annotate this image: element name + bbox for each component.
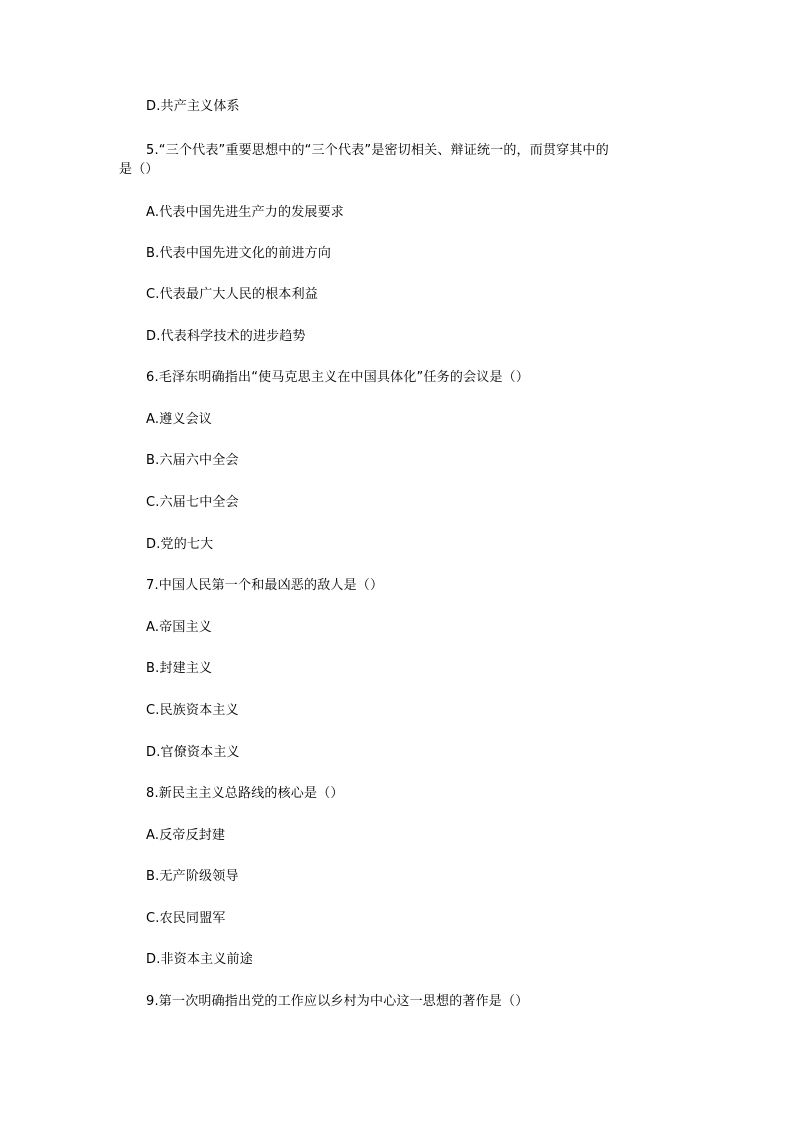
option-5a: A.代表中国先进生产力的发展要求 [146,205,344,220]
question-5-line-2: 是（） [119,162,159,177]
option-6a: A.遵义会议 [146,412,212,427]
option-7c: C.民族资本主义 [146,703,239,718]
option-6b: B.六届六中全会 [146,453,239,468]
option-7d: D.官僚资本主义 [146,745,240,760]
question-8: 8.新民主主义总路线的核心是（） [146,786,344,801]
option-8c: C.农民同盟军 [146,911,226,926]
question-5-line-1: 5.“三个代表”重要思想中的“三个代表”是密切相关、辩证统一的，而贯穿其中的 [146,143,609,158]
option-5b: B.代表中国先进文化的前进方向 [146,246,332,261]
question-7: 7.中国人民第一个和最凶恶的敌人是（） [146,578,384,593]
option-7b: B.封建主义 [146,661,213,676]
option-8b: B.无产阶级领导 [146,869,239,884]
option-4d: D.共产主义体系 [146,99,240,114]
option-6c: C.六届七中全会 [146,495,239,510]
option-8a: A.反帝反封建 [146,828,226,843]
option-7a: A.帝国主义 [146,620,212,635]
option-5d: D.代表科学技术的进步趋势 [146,329,306,344]
question-6: 6.毛泽东明确指出“使马克思主义在中国具体化”任务的会议是（） [146,370,530,385]
option-5c: C.代表最广大人民的根本利益 [146,287,319,302]
option-6d: D.党的七大 [146,537,214,552]
option-8d: D.非资本主义前途 [146,952,253,967]
question-9: 9.第一次明确指出党的工作应以乡村为中心这一思想的著作是（） [146,994,529,1009]
